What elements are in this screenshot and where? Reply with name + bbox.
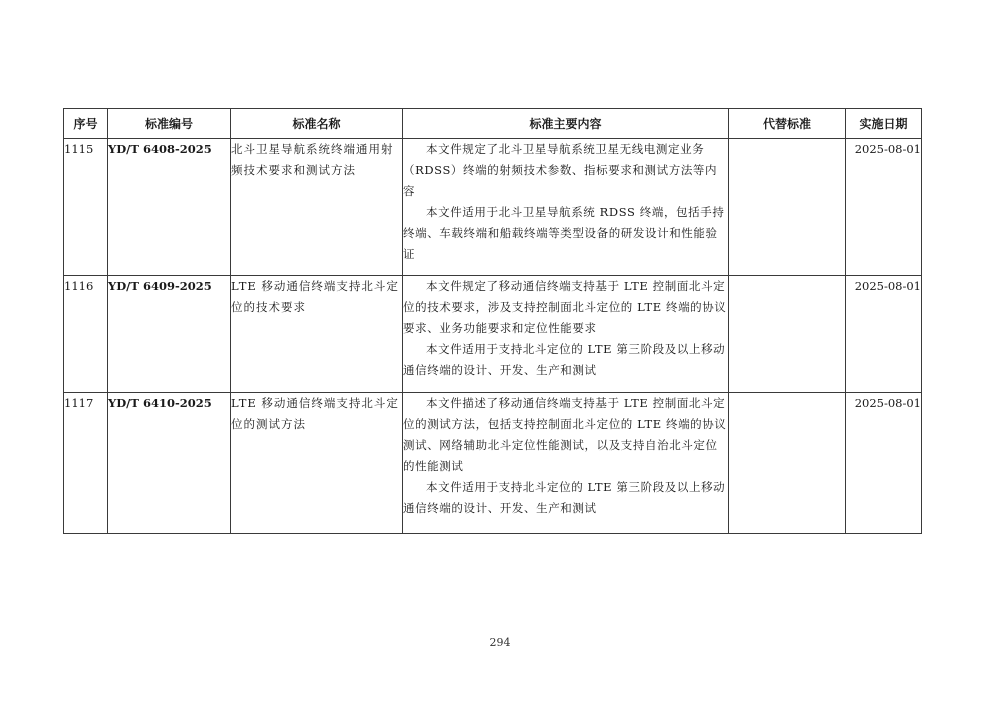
cell-content <box>403 276 729 393</box>
content-paragraph: 本文件适用于支持北斗定位的 LTE 第三阶段及以上移动通信终端的设计、开发、生产和测试 <box>403 480 726 515</box>
content-paragraph: 本文件规定了北斗卫星导航系统卫星无线电测定业务（RDSS）终端的射频技术参数、指标要求和测试方法等内容 <box>403 142 718 198</box>
cell-code: YD/T 6408-2025 <box>108 139 231 276</box>
header-replace: 代替标准 <box>729 109 846 139</box>
cell-no: 1117 <box>64 393 108 534</box>
table-row <box>64 393 922 534</box>
header-name: 标准名称 <box>231 109 403 139</box>
cell-date: 2025-08-01 <box>846 139 922 276</box>
content-paragraph: 本文件适用于支持北斗定位的 LTE 第三阶段及以上移动通信终端的设计、开发、生产和测试 <box>403 342 726 377</box>
cell-content <box>403 393 729 534</box>
table-row <box>64 276 922 393</box>
cell-no: 1116 <box>64 276 108 393</box>
header-content: 标准主要内容 <box>403 109 729 139</box>
page-number: 294 <box>489 636 511 649</box>
cell-replace <box>729 139 846 276</box>
content-paragraph: 本文件规定了移动通信终端支持基于 LTE 控制面北斗定位的技术要求，涉及支持控制面北斗定位的 LTE 终端的协议要求、业务功能要求和定位性能要求 <box>403 279 727 335</box>
cell-replace <box>729 276 846 393</box>
header-code: 标准编号 <box>108 109 231 139</box>
cell-name: LTE 移动通信终端支持北斗定位的测试方法 <box>231 393 403 534</box>
cell-no: 1115 <box>64 139 108 276</box>
content-paragraph: 本文件适用于北斗卫星导航系统 RDSS 终端，包括手持终端、车载终端和船载终端等类型设备的研发设计和性能验证 <box>403 205 725 261</box>
cell-name: LTE 移动通信终端支持北斗定位的技术要求 <box>231 276 403 393</box>
cell-replace <box>729 393 846 534</box>
standards-table <box>63 108 922 534</box>
content-paragraph: 本文件描述了移动通信终端支持基于 LTE 控制面北斗定位的测试方法，包括支持控制面北斗定位的 LTE 终端的协议测试、网络辅助北斗定位性能测试，以及支持自治北斗定位的性能测试 <box>403 396 727 473</box>
cell-content <box>403 139 729 276</box>
cell-code: YD/T 6410-2025 <box>108 393 231 534</box>
table-header-row <box>64 109 922 139</box>
header-no: 序号 <box>64 109 108 139</box>
cell-code: YD/T 6409-2025 <box>108 276 231 393</box>
cell-date: 2025-08-01 <box>846 276 922 393</box>
header-date: 实施日期 <box>846 109 922 139</box>
cell-name: 北斗卫星导航系统终端通用射频技术要求和测试方法 <box>231 139 403 276</box>
table-row <box>64 139 922 276</box>
cell-date: 2025-08-01 <box>846 393 922 534</box>
